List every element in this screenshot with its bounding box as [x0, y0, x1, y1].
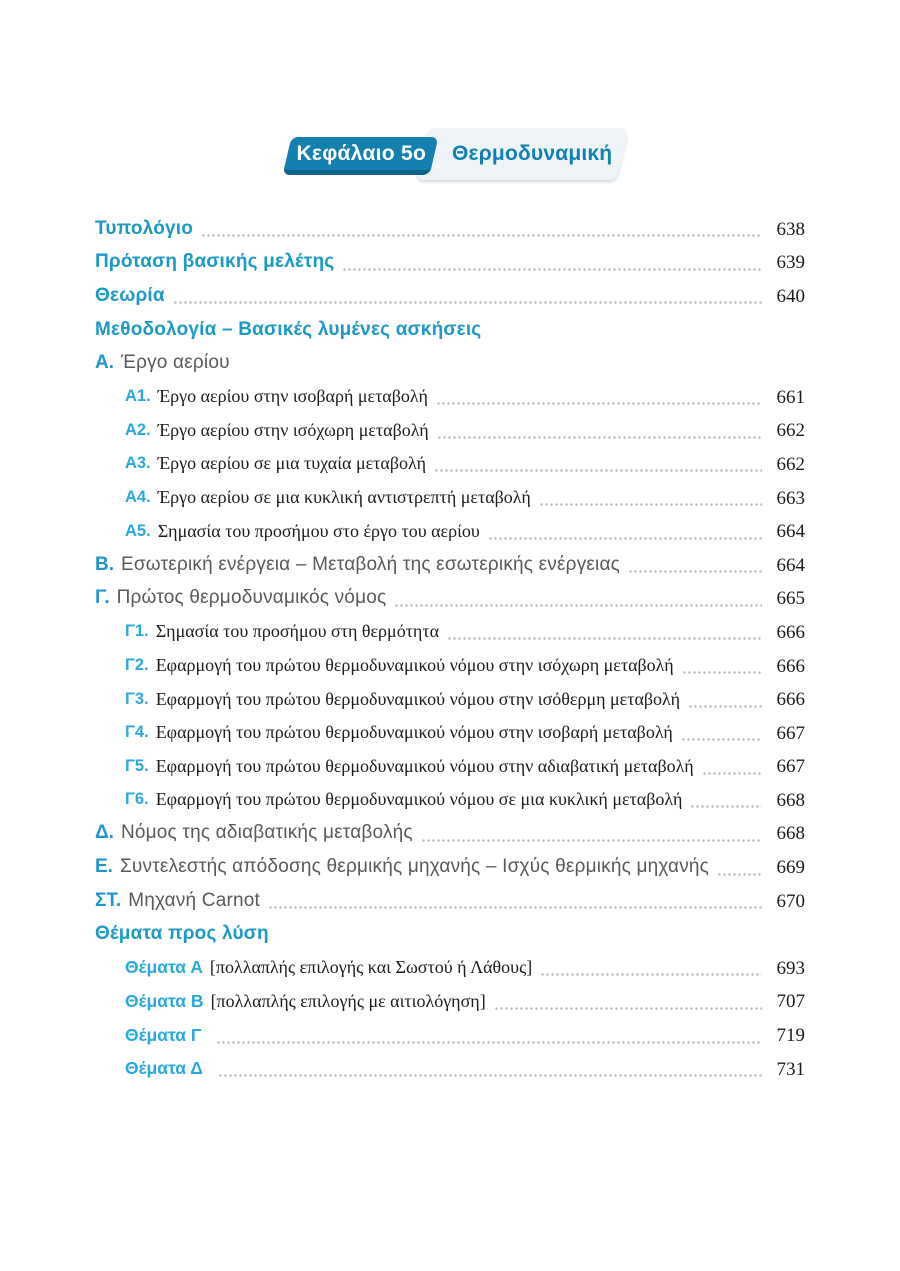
dotted-leader [394, 604, 762, 607]
toc-row-label: Έργο αερίου στην ισοβαρή μεταβολή [157, 386, 428, 407]
dotted-leader [436, 402, 762, 405]
toc-row-page: 693 [776, 957, 805, 979]
toc-row-prefix: Θέματα Β [125, 990, 204, 1011]
toc-row-prefix: Δ. [95, 822, 114, 844]
toc-list [95, 212, 805, 1085]
toc-row-prefix: Θέματα Α [125, 957, 203, 978]
dotted-leader [434, 469, 762, 472]
chapter-title-badge [416, 128, 629, 180]
toc-row-label: Εφαρμογή του πρώτου θερμοδυναμικού νόμου σε μια κυκλική μεταβολή [155, 789, 683, 810]
dotted-leader [539, 503, 762, 506]
toc-row [95, 346, 805, 380]
toc-row [95, 750, 805, 784]
dotted-leader [447, 637, 762, 640]
toc-row-page: 661 [776, 386, 805, 408]
toc-row-page: 638 [776, 218, 805, 240]
toc-row-label: Μηχανή Carnot [128, 889, 261, 911]
toc-row [95, 850, 805, 884]
toc-row [95, 783, 805, 817]
toc-row-label: Θέματα προς λύση [95, 923, 269, 945]
dotted-leader [342, 268, 762, 271]
toc-row-prefix: Γ5. [125, 756, 149, 775]
toc-row [95, 649, 805, 683]
toc-row-label: Έργο αερίου στην ισόχωρη μεταβολή [157, 419, 429, 440]
toc-row-page: 662 [776, 453, 805, 475]
toc-row [95, 884, 805, 918]
toc-row-label: Σημασία του προσήμου στη θερμότητα [155, 621, 440, 642]
toc-row-label: Πρόταση βασικής μελέτης [95, 251, 335, 273]
toc-row-label: Συντελεστής απόδοσης θερμικής μηχανής – Ισχύς θερμικής μηχανής [119, 856, 710, 878]
dotted-leader [540, 973, 762, 976]
toc-row-label: Σημασία του προσήμου στο έργο του αερίου [157, 520, 480, 541]
toc-row-label: Εφαρμογή του πρώτου θερμοδυναμικού νόμου στην ισόχωρη μεταβολή [155, 655, 674, 676]
toc-row [95, 1052, 805, 1086]
toc-row-label: Μεθοδολογία – Βασικές λυμένες ασκήσεις [95, 318, 482, 340]
dotted-leader [268, 906, 762, 909]
dotted-leader [702, 772, 762, 775]
toc-row-prefix: Γ6. [125, 790, 149, 809]
toc-row-prefix: Γ1. [125, 622, 149, 641]
dotted-leader [437, 436, 762, 439]
toc-row-page: 668 [776, 823, 805, 845]
dotted-leader [688, 705, 762, 708]
chapter-number-badge [283, 137, 439, 175]
chapter-number-label: Κεφάλαιο 5ο [296, 141, 426, 165]
toc-row-prefix: ΣΤ. [95, 889, 122, 911]
toc-row-label: Εφαρμογή του πρώτου θερμοδυναμικού νόμου στην αδιαβατική μεταβολή [155, 755, 694, 776]
toc-row [95, 212, 805, 246]
toc-row-page: 666 [776, 655, 805, 677]
toc-row-page: 664 [776, 554, 805, 576]
toc-row-label: Πρώτος θερμοδυναμικός νόμος [116, 587, 387, 609]
toc-row [95, 615, 805, 649]
toc-row-label: Εφαρμογή του πρώτου θερμοδυναμικού νόμου στην ισοβαρή μεταβολή [155, 722, 673, 743]
toc-row-label: Θεωρία [95, 284, 165, 306]
toc-row [95, 917, 805, 951]
toc-row-page: 707 [776, 991, 805, 1013]
toc-row-page: 665 [776, 588, 805, 610]
toc-row [95, 951, 805, 985]
dotted-leader [421, 839, 762, 842]
toc-row-page: 669 [776, 857, 805, 879]
toc-row-label: [πολλαπλής επιλογής και Σωστού ή Λάθους] [209, 957, 533, 978]
toc-row-label: Τυπολόγιο [95, 217, 194, 239]
toc-row-label: [πολλαπλής επιλογής με αιτιολόγηση] [210, 990, 486, 1011]
toc-row-page: 663 [776, 487, 805, 509]
toc-row-prefix: Θέματα Δ [125, 1058, 203, 1079]
toc-row [95, 380, 805, 414]
dotted-leader [488, 537, 762, 540]
toc-row-label: Έργο αερίου [121, 352, 230, 374]
toc-row-page: 670 [776, 890, 805, 912]
dotted-leader [216, 1041, 762, 1044]
toc-row [95, 716, 805, 750]
toc-row [95, 682, 805, 716]
toc-row-prefix: Α3. [125, 454, 151, 473]
toc-row-page: 664 [776, 521, 805, 543]
toc-row-label: Έργο αερίου σε μια τυχαία μεταβολή [157, 453, 426, 474]
toc-row-page: 667 [776, 756, 805, 778]
dotted-leader [173, 301, 762, 304]
toc-row [95, 1018, 805, 1052]
dotted-leader [494, 1007, 762, 1010]
toc-row [95, 414, 805, 448]
toc-row [95, 985, 805, 1019]
toc-row-prefix: Α. [95, 352, 114, 374]
dotted-leader [218, 1074, 762, 1077]
toc-row-prefix: Α4. [125, 488, 151, 507]
toc-row-page: 666 [776, 621, 805, 643]
toc-row-label: Έργο αερίου σε μια κυκλική αντιστρεπτή μεταβολή [157, 487, 531, 508]
toc-row [95, 447, 805, 481]
chapter-title: Θερμοδυναμική [452, 142, 613, 165]
toc-row-page: 731 [776, 1058, 805, 1080]
toc-row [95, 514, 805, 548]
toc-row [95, 279, 805, 313]
dotted-leader [201, 234, 762, 237]
toc-row [95, 582, 805, 616]
toc-row-prefix: Γ2. [125, 656, 149, 675]
toc-row-prefix: Γ3. [125, 689, 149, 708]
toc-row [95, 548, 805, 582]
dotted-leader [681, 738, 762, 741]
toc-row-prefix: Γ4. [125, 723, 149, 742]
toc-row-prefix: Γ. [95, 587, 110, 609]
toc-row-page: 719 [776, 1025, 805, 1047]
toc-row [95, 246, 805, 280]
toc-row-prefix: Θέματα Γ [125, 1024, 202, 1045]
toc-row-label: Νόμος της αδιαβατικής μεταβολής [120, 822, 413, 844]
dotted-leader [690, 805, 762, 808]
toc-row-prefix: Α5. [125, 521, 151, 540]
toc-row-prefix: Β. [95, 553, 114, 575]
chapter-banner [287, 128, 623, 182]
toc-row-page: 662 [776, 420, 805, 442]
toc-row [95, 313, 805, 347]
toc-row-prefix: Α1. [125, 387, 151, 406]
toc-row-label: Εφαρμογή του πρώτου θερμοδυναμικού νόμου στην ισόθερμη μεταβολή [155, 688, 681, 709]
toc-row-prefix: Α2. [125, 420, 151, 439]
toc-row [95, 481, 805, 515]
toc-row-page: 640 [776, 285, 805, 307]
toc-row-label: Εσωτερική ενέργεια – Μεταβολή της εσωτερικής ενέργειας [121, 553, 621, 575]
toc-row-prefix: Ε. [95, 856, 113, 878]
dotted-leader [628, 570, 762, 573]
dotted-leader [682, 671, 762, 674]
toc-row-page: 639 [776, 252, 805, 274]
toc-row-page: 667 [776, 722, 805, 744]
dotted-leader [717, 873, 762, 876]
toc-row-page: 668 [776, 789, 805, 811]
toc-row [95, 817, 805, 851]
toc-row-page: 666 [776, 689, 805, 711]
